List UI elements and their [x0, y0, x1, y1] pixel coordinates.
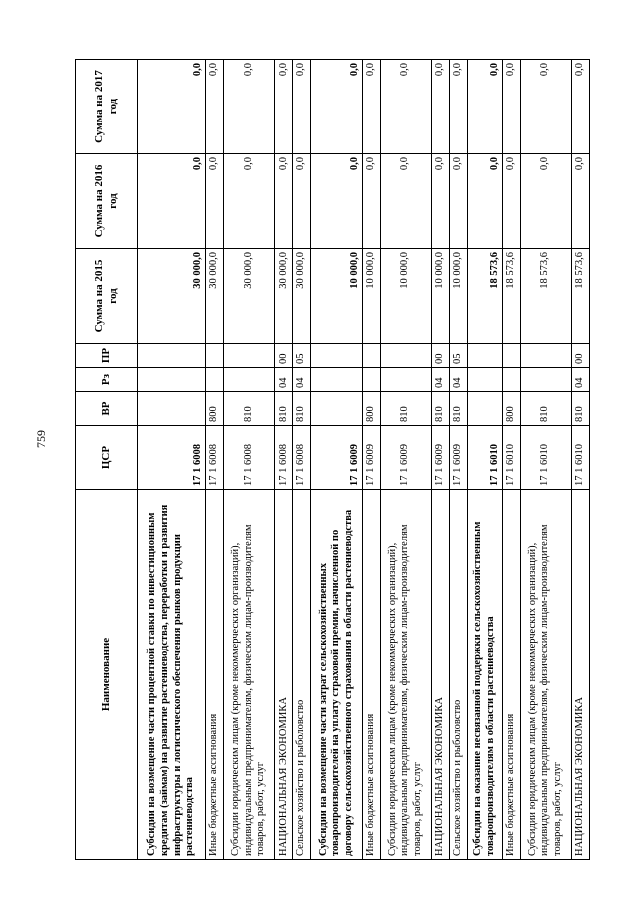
row-vr-cell: [138, 392, 206, 426]
row-csr-cell: 17 1 6008: [138, 426, 206, 490]
row-name-cell: Иные бюджетные ассигнования: [502, 490, 520, 860]
row-pr-cell: [138, 344, 206, 368]
row-sum-2015-cell: 10 000,0: [362, 249, 380, 344]
row-sum-2017-cell: 0,0: [293, 60, 311, 154]
row-sum-2016-cell: 0,0: [223, 154, 274, 249]
row-name-cell: Субсидии юридическим лицам (кроме некоммерческих организаций), индивидуальным предпринимателям, физическим лицам-производителям товаров, работ, услуг: [520, 490, 571, 860]
row-name-cell: НАЦИОНАЛЬНАЯ ЭКОНОМИКА: [431, 490, 449, 860]
table-row: [467, 60, 502, 860]
row-pr-cell: [311, 344, 362, 368]
row-sum-2015-cell: 10 000,0: [449, 249, 467, 344]
row-pr-cell: 05: [449, 344, 467, 368]
table-row: [362, 60, 380, 860]
row-sum-2015-cell: 30 000,0: [138, 249, 206, 344]
row-name-cell: Иные бюджетные ассигнования: [362, 490, 380, 860]
table-row: [449, 60, 467, 860]
row-sum-2015-cell: 10 000,0: [380, 249, 431, 344]
row-csr-cell: 17 1 6009: [449, 426, 467, 490]
row-name-cell: Субсидии юридическим лицам (кроме некоммерческих организаций), индивидуальным предпринимателям, физическим лицам-производителям товаров, работ, услуг: [223, 490, 274, 860]
row-csr-cell: 17 1 6008: [206, 426, 224, 490]
row-vr-cell: [311, 392, 362, 426]
row-sum-2016-cell: 0,0: [571, 154, 589, 249]
row-pr-cell: [206, 344, 224, 368]
row-sum-2015-cell: 18 573,6: [467, 249, 502, 344]
row-pr-cell: [467, 344, 502, 368]
row-vr-cell: 810: [431, 392, 449, 426]
row-sum-2015-cell: 30 000,0: [293, 249, 311, 344]
row-csr-cell: 17 1 6010: [502, 426, 520, 490]
row-vr-cell: [467, 392, 502, 426]
row-sum-2015-cell: 18 573,6: [520, 249, 571, 344]
row-rz-cell: [502, 368, 520, 392]
row-sum-2017-cell: 0,0: [362, 60, 380, 154]
table-row: [431, 60, 449, 860]
row-vr-cell: 810: [571, 392, 589, 426]
row-csr-cell: 17 1 6008: [293, 426, 311, 490]
row-name-cell: Субсидии на оказание несвязанной поддержки сельскохозяйственным товаропроизводителям в области растениеводства: [467, 490, 502, 860]
row-sum-2016-cell: 0,0: [449, 154, 467, 249]
row-pr-cell: 00: [431, 344, 449, 368]
row-csr-cell: 17 1 6010: [571, 426, 589, 490]
row-rz-cell: [467, 368, 502, 392]
row-sum-2017-cell: 0,0: [520, 60, 571, 154]
row-name-cell: Субсидии на возмещение части затрат сельскохозяйственных товаропроизводителей на уплату страховой премии, начисленной по договору сельскохозяйственного страхования в области растениеводства: [311, 490, 362, 860]
column-header-rz: Рз: [76, 368, 138, 392]
row-pr-cell: [223, 344, 274, 368]
table-row: [275, 60, 293, 860]
row-sum-2017-cell: 0,0: [380, 60, 431, 154]
row-sum-2017-cell: 0,0: [275, 60, 293, 154]
page-number: 759: [34, 430, 48, 448]
row-csr-cell: 17 1 6010: [467, 426, 502, 490]
row-rz-cell: 04: [275, 368, 293, 392]
table-row: [571, 60, 589, 860]
row-pr-cell: [520, 344, 571, 368]
row-sum-2016-cell: 0,0: [362, 154, 380, 249]
row-csr-cell: 17 1 6008: [223, 426, 274, 490]
row-rz-cell: [380, 368, 431, 392]
row-rz-cell: 04: [431, 368, 449, 392]
table-row: [311, 60, 362, 860]
row-name-cell: Субсидии на возмещение части процентной ставки по инвестиционным кредитам (займам) на развитие растениеводства, переработки и развития инфраструктуры и логистического обеспечения рынков продукции растениеводства: [138, 490, 206, 860]
row-vr-cell: 810: [449, 392, 467, 426]
row-rz-cell: [362, 368, 380, 392]
row-name-cell: НАЦИОНАЛЬНАЯ ЭКОНОМИКА: [275, 490, 293, 860]
row-sum-2017-cell: 0,0: [571, 60, 589, 154]
row-pr-cell: [362, 344, 380, 368]
table-body: [138, 60, 590, 860]
row-vr-cell: 810: [380, 392, 431, 426]
row-sum-2017-cell: 0,0: [311, 60, 362, 154]
row-name-cell: Субсидии юридическим лицам (кроме некоммерческих организаций), индивидуальным предпринимателям, физическим лицам-производителям товаров, работ, услуг: [380, 490, 431, 860]
row-vr-cell: 810: [275, 392, 293, 426]
row-sum-2016-cell: 0,0: [275, 154, 293, 249]
row-pr-cell: [502, 344, 520, 368]
row-rz-cell: 04: [449, 368, 467, 392]
column-header-pr: ПР: [76, 344, 138, 368]
row-rz-cell: [311, 368, 362, 392]
row-sum-2016-cell: 0,0: [293, 154, 311, 249]
row-sum-2015-cell: 18 573,6: [571, 249, 589, 344]
row-sum-2016-cell: 0,0: [520, 154, 571, 249]
row-pr-cell: 00: [275, 344, 293, 368]
row-rz-cell: [138, 368, 206, 392]
row-name-cell: Иные бюджетные ассигнования: [206, 490, 224, 860]
rotated-table-container: [75, 60, 590, 860]
column-header-name: Наименование: [76, 490, 138, 860]
row-sum-2015-cell: 10 000,0: [431, 249, 449, 344]
table-row: [206, 60, 224, 860]
row-csr-cell: 17 1 6009: [431, 426, 449, 490]
row-sum-2015-cell: 30 000,0: [223, 249, 274, 344]
row-pr-cell: 00: [571, 344, 589, 368]
row-vr-cell: 810: [520, 392, 571, 426]
column-header-sum-2017: Сумма на 2017 год: [76, 60, 138, 154]
row-name-cell: Сельское хозяйство и рыболовство: [293, 490, 311, 860]
row-sum-2016-cell: 0,0: [380, 154, 431, 249]
row-vr-cell: 800: [362, 392, 380, 426]
row-rz-cell: [223, 368, 274, 392]
row-vr-cell: 810: [293, 392, 311, 426]
column-header-sum-2016: Сумма на 2016 год: [76, 154, 138, 249]
row-sum-2016-cell: 0,0: [138, 154, 206, 249]
table-row: [223, 60, 274, 860]
row-sum-2016-cell: 0,0: [206, 154, 224, 249]
row-sum-2017-cell: 0,0: [502, 60, 520, 154]
row-rz-cell: [520, 368, 571, 392]
row-pr-cell: 05: [293, 344, 311, 368]
table-row: [293, 60, 311, 860]
row-vr-cell: 800: [206, 392, 224, 426]
row-sum-2015-cell: 18 573,6: [502, 249, 520, 344]
row-sum-2015-cell: 10 000,0: [311, 249, 362, 344]
row-name-cell: НАЦИОНАЛЬНАЯ ЭКОНОМИКА: [571, 490, 589, 860]
row-sum-2017-cell: 0,0: [138, 60, 206, 154]
row-sum-2016-cell: 0,0: [431, 154, 449, 249]
row-csr-cell: 17 1 6008: [275, 426, 293, 490]
row-csr-cell: 17 1 6009: [362, 426, 380, 490]
table-row: [520, 60, 571, 860]
row-vr-cell: 810: [223, 392, 274, 426]
column-header-csr: ЦСР: [76, 426, 138, 490]
row-csr-cell: 17 1 6009: [311, 426, 362, 490]
row-sum-2017-cell: 0,0: [449, 60, 467, 154]
row-sum-2017-cell: 0,0: [206, 60, 224, 154]
table-row: [380, 60, 431, 860]
row-vr-cell: 800: [502, 392, 520, 426]
row-sum-2017-cell: 0,0: [467, 60, 502, 154]
row-rz-cell: 04: [571, 368, 589, 392]
row-rz-cell: 04: [293, 368, 311, 392]
row-sum-2016-cell: 0,0: [311, 154, 362, 249]
row-name-cell: Сельское хозяйство и рыболовство: [449, 490, 467, 860]
row-sum-2015-cell: 30 000,0: [275, 249, 293, 344]
table-row: [138, 60, 206, 860]
row-sum-2015-cell: 30 000,0: [206, 249, 224, 344]
column-header-sum-2015: Сумма на 2015 год: [76, 249, 138, 344]
row-csr-cell: 17 1 6009: [380, 426, 431, 490]
row-sum-2016-cell: 0,0: [467, 154, 502, 249]
row-sum-2016-cell: 0,0: [502, 154, 520, 249]
budget-table: [75, 59, 590, 860]
row-sum-2017-cell: 0,0: [431, 60, 449, 154]
column-header-vr: ВР: [76, 392, 138, 426]
row-pr-cell: [380, 344, 431, 368]
header-row: [76, 60, 138, 860]
row-sum-2017-cell: 0,0: [223, 60, 274, 154]
row-rz-cell: [206, 368, 224, 392]
table-row: [502, 60, 520, 860]
row-csr-cell: 17 1 6010: [520, 426, 571, 490]
